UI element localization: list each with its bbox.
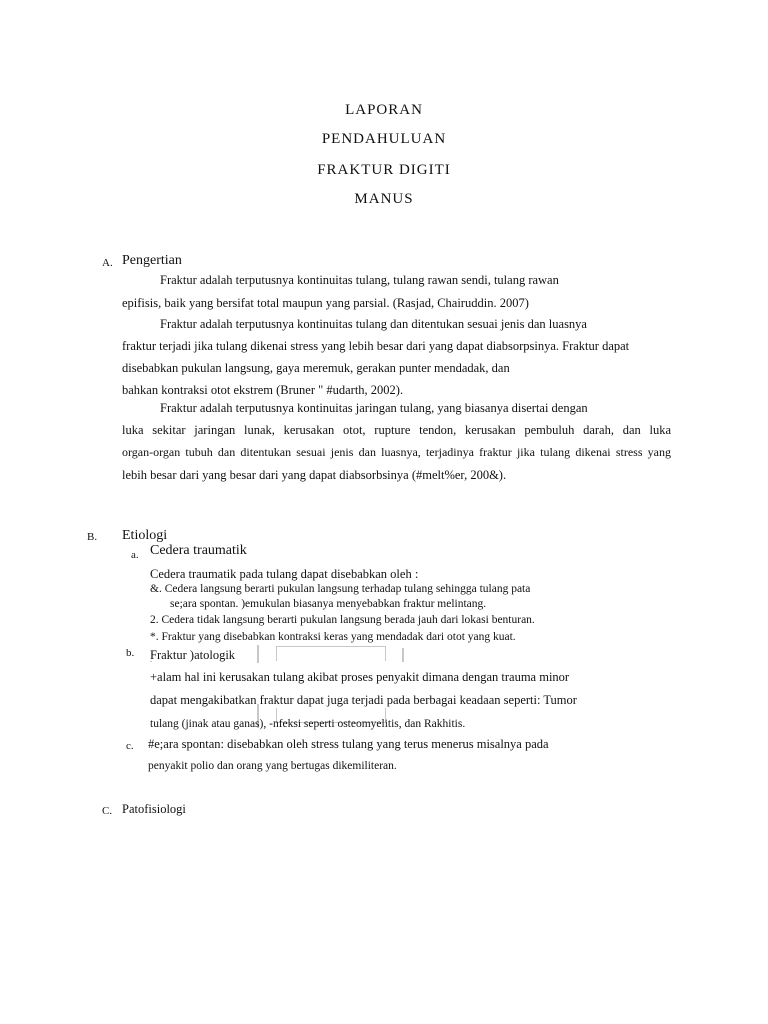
frame-artifact — [402, 648, 404, 662]
subsection-a-letter: a. — [131, 549, 139, 561]
title-line-1: LAPORAN — [345, 102, 423, 118]
paragraph-line: Fraktur adalah terputusnya kontinuitas tulang dan ditentukan sesuai jenis dan luasnya — [160, 317, 587, 331]
title-line-4: MANUS — [354, 191, 414, 207]
title-line-3: FRAKTUR DIGITI — [317, 162, 451, 178]
section-c-heading: Patofisiologi — [122, 802, 186, 816]
title-line-2: PENDAHULUAN — [321, 131, 447, 147]
frame-artifact — [276, 646, 386, 661]
paragraph-line: Fraktur adalah terputusnya kontinuitas jaringan tulang, yang biasanya disertai dengan — [160, 401, 588, 415]
list-line: 2. Cedera tidak langsung berarti pukulan langsung berada jauh dari lokasi benturan. — [150, 614, 535, 626]
list-line: Cedera traumatik pada tulang dapat disebabkan oleh : — [150, 567, 419, 581]
list-line: penyakit polio dan orang yang bertugas dikemiliteran. — [148, 760, 397, 772]
list-line: se;ara spontan. )emukulan biasanya menyebabkan fraktur melintang. — [170, 598, 487, 610]
list-line: dapat mengakibatkan fraktur dapat juga terjadi pada berbagai keadaan seperti: Tumor — [150, 693, 577, 707]
subsection-b-heading: Fraktur )atologik — [150, 648, 236, 662]
paragraph-line: fraktur terjadi jika tulang dikenai stress yang lebih besar dari yang dapat diabsorpsinya. Fraktur dapat — [122, 339, 630, 353]
section-c-letter: C. — [102, 805, 113, 817]
paragraph-line: luka sekitar jaringan lunak, kerusakan otot, rupture tendon, kerusakan pembuluh darah, dan luka — [122, 423, 671, 437]
list-line: +alam hal ini kerusakan tulang akibat proses penyakit dimana dengan trauma minor — [150, 670, 570, 684]
subsection-b-letter: b. — [126, 647, 135, 659]
paragraph-line: bahkan kontraksi otot ekstrem (Bruner " #udarth, 2002). — [122, 383, 404, 397]
section-b-letter: B. — [87, 531, 98, 543]
section-b-heading: Etiologi — [122, 528, 168, 543]
paragraph-line: Fraktur adalah terputusnya kontinuitas tulang, tulang rawan sendi, tulang rawan — [160, 273, 559, 287]
list-line: *. Fraktur yang disebabkan kontraksi keras yang mendadak dari otot yang kuat. — [150, 631, 516, 643]
subsection-a-heading: Cedera traumatik — [150, 543, 247, 558]
frame-artifact — [150, 661, 152, 662]
section-a-heading: Pengertian — [122, 253, 182, 268]
subsection-c-bullet: c. — [126, 740, 134, 752]
list-line: #e;ara spontan: disebabkan oleh stress tulang yang terus menerus misalnya pada — [148, 737, 549, 751]
list-line: &. Cedera langsung berarti pukulan langsung terhadap tulang sehingga tulang pata — [150, 583, 531, 595]
paragraph-line: epifisis, baik yang bersifat total maupun yang parsial. (Rasjad, Chairuddin. 2007) — [122, 296, 529, 310]
section-a-letter: A. — [102, 257, 113, 269]
frame-artifact — [257, 645, 259, 663]
paragraph-line: organ-organ tubuh dan ditentukan sesuai jenis dan luasnya, terjadinya fraktur jika tulang dikenai stress yang — [122, 445, 671, 459]
list-line: tulang (jinak atau ganas), -nfeksi seperti osteomyelitis, dan Rakhitis. — [150, 718, 466, 730]
paragraph-line: lebih besar dari yang besar dari yang dapat diabsorbsinya (#melt%er, 200&). — [122, 468, 507, 482]
paragraph-line: disebabkan pukulan langsung, gaya meremuk, gerakan punter mendadak, dan — [122, 361, 510, 375]
